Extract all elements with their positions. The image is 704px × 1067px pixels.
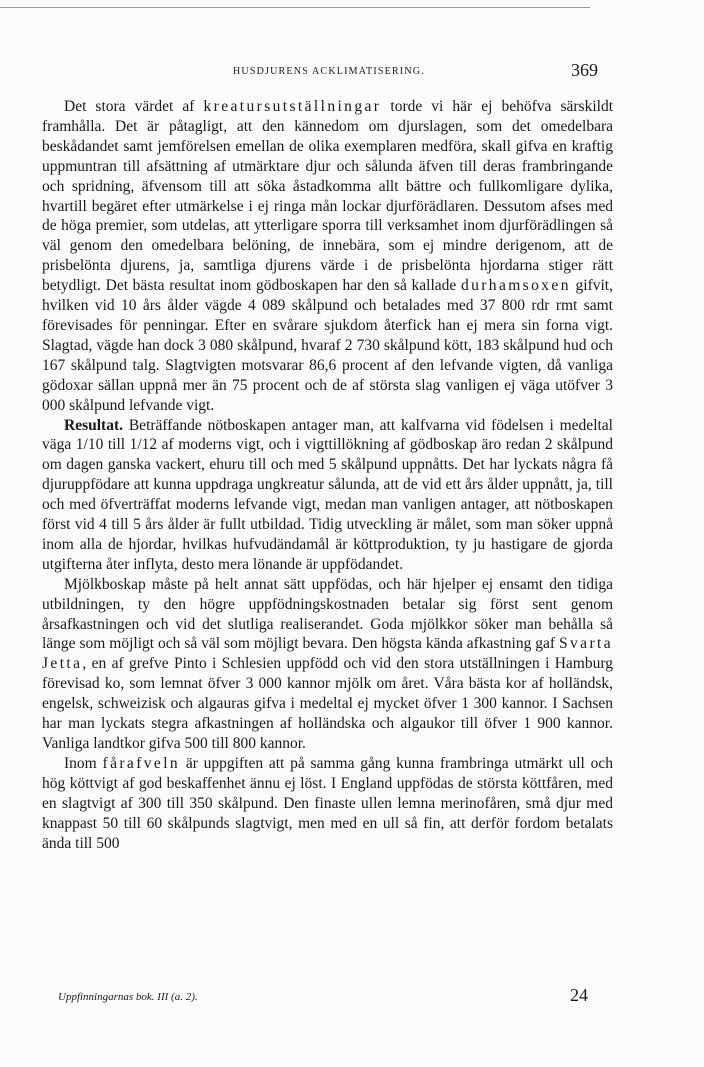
text-run: Beträffande nötboskapen antager man, att kalfvarna vid födelsen i medeltal väga 1/10 till 1/12 af moderns vigt, och i vigttillökning af gödboskap äro redan 2 skålpund om dagen ganska vackert, ehuru till och med 5 skålpund uppnåtts. Det har lyckats några få djuruppfödare att kunna uppdraga ungkreatur sålunda, att de vid ett års ålder uppnått, ja, till och med öfverträffat moderns lefvande vigt, medan man vanligen antager, att nötboskapen först vid 4 till 5 års ålder är fullt utbildad. Tidig utveckling är målet, som man söker uppnå inom alla de hjordar, hvilkas hufvudändamål är köttproduktion, ty ju hastigare de gjorda utgifterna åter inflyta, desto mera lönande är uppfödandet.	[42, 416, 613, 573]
spaced-term: kreatursutställningar	[203, 98, 382, 115]
body-text	[42, 97, 613, 853]
run-in-heading: Resultat.	[64, 416, 123, 434]
text-run: Mjölkboskap måste på helt annat sätt uppfödas, och här hjelper ej ensamt den tidiga utbildningen, ty den högre uppfödningskostnaden betalar sig först sent genom årsafkastningen och vid det slutliga realiserandet. Goda mjölkkor söker man behålla så länge som möjligt och så väl som möjligt bevara. Den högsta kända afkastning gaf	[42, 575, 613, 653]
page-header	[58, 60, 598, 86]
text-run: är uppgiften att på samma gång kunna frambringa utmärkt ull och hög köttvigt af god beskaffenhet ännu ej löst. I England uppfödas de största köttfåren, med en slagtvigt af 300 till 350 skålpund. Den finaste ullen lemna merinofåren, små djur med knappast 50 till 60 skålpunds slagtvigt, men med en ull så fin, att derför fordom betalats ända till 500	[42, 754, 614, 852]
text-run: , en af grefve Pinto i Schlesien uppfödd och vid den stora utställningen i Hamburg förevisad ko, som lemnat öfver 3 000 kannor mjölk om året. Våra bästa kor af holländsk, engelsk, schweizisk och algauras gifva i medeltal ej mycket öfver 1 300 kannor. I Sachsen har man lyckats stegra afkastningen af holländska och algaukor till öfver 1 900 kannor. Vanliga landtkor gifva 500 till 800 kannor.	[42, 655, 613, 752]
top-rule	[0, 7, 590, 8]
paragraph	[42, 575, 613, 754]
text-run: Inom	[64, 754, 103, 772]
footer-source: Uppfinningarnas bok. III (a. 2).	[58, 991, 198, 1003]
spaced-term: durhamsoxen	[460, 277, 571, 295]
spaced-term: Svarta Jetta	[42, 635, 613, 673]
page-number: 369	[571, 60, 598, 80]
text-run: torde vi här ej behöfva särskildt framhålla. Det är påtagligt, att den kännedom om djurslagen, som det omedelbara beskådandet samt jemförelsen emellan de olika exemplaren medföra, skall gifva en kraftig uppmuntran till afsättning af utmärktare djur och sålunda äfven till deras frambringande och spridning, äfvensom till att söka åstadkomma allt bättre och fullkomligare dylika, hvartill begäret efter utmärkelse i ej ringa mån lockar djurförädlaren. Dessutom afses med de höga premier, som utdelas, att ytterligare sporra till verksamhet inom djurförädlingen så väl genom den omedelbara belöning, de innebära, som ej mindre derigenom, att de prisbelönta djurens, ja, samtliga djurens värde i de prisbelönta hjordarna stiger rätt betydligt. Det bästa resultat inom gödboskapen har den så kallade	[42, 98, 614, 295]
paragraph	[42, 416, 613, 575]
paragraph	[42, 754, 613, 854]
running-title: HUSDJURENS ACKLIMATISERING.	[233, 66, 425, 77]
text-run: Det stora värdet af	[64, 98, 204, 115]
page-footer	[58, 985, 588, 1009]
spaced-term: fårafveln	[102, 754, 181, 772]
text-run: gifvit, hvilken vid 10 års ålder vägde 4 089 skålpund och betalades med 37 800 rdr rmt samt förevisades för penningar. Efter en svårare sjukdom återfick han ej mera sin forna vigt. Slagtad, vägde han dock 3 080 skålpund, hvaraf 2 730 skålpund kött, 183 skålpund hud och 167 skålpund talg. Slagtvigten motsvarar 86,6 procent af den lefvande vigten, då vanliga gödoxar sällan uppnå mer än 75 procent och de af största slag vanligen ej väga utöfver 3 000 skålpund lefvande vigt.	[42, 277, 613, 414]
paragraph	[42, 97, 613, 416]
signature-mark: 24	[570, 985, 588, 1005]
